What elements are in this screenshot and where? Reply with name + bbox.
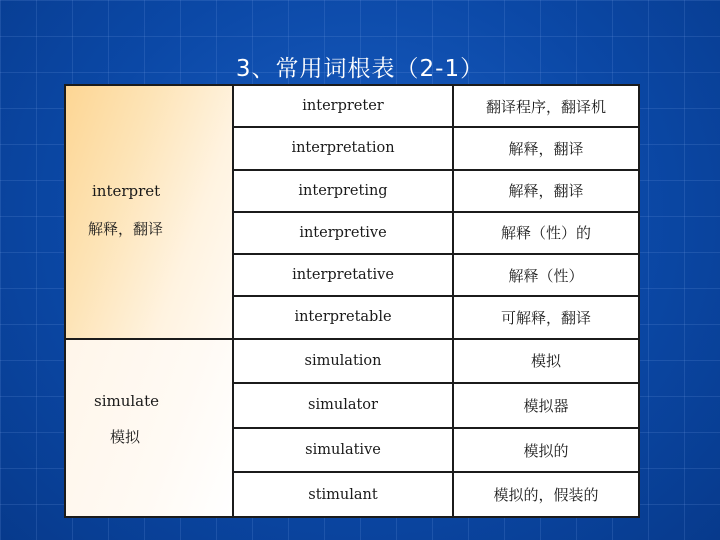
- derived-word: simulative: [233, 428, 453, 473]
- derived-word: interpreter: [233, 85, 453, 127]
- derived-meaning: 可解释，翻译: [453, 296, 639, 338]
- derived-meaning: 模拟的，假装的: [453, 472, 639, 517]
- derived-word: stimulant: [233, 472, 453, 517]
- derived-meaning: 模拟器: [453, 383, 639, 428]
- derived-meaning: 解释，翻译: [453, 127, 639, 169]
- root-meaning: 模拟: [110, 427, 141, 446]
- root-cell-simulate: [65, 339, 233, 517]
- derived-meaning: 解释（性）的: [453, 212, 639, 254]
- table-row: [65, 339, 639, 384]
- table-row: [65, 85, 639, 127]
- derived-word: interpretative: [233, 254, 453, 296]
- derived-word: interpretation: [233, 127, 453, 169]
- root-word-table-container: [64, 84, 638, 518]
- root-word: interpret: [92, 182, 161, 200]
- slide-title: 3、常用词根表（2-1）: [235, 56, 485, 82]
- root-word-table: [64, 84, 640, 518]
- derived-word: simulator: [233, 383, 453, 428]
- derived-meaning: 解释（性）: [453, 254, 639, 296]
- derived-meaning: 模拟的: [453, 428, 639, 473]
- root-word: simulate: [94, 391, 160, 410]
- root-meaning: 解释，翻译: [88, 220, 164, 238]
- derived-word: simulation: [233, 339, 453, 384]
- derived-word: interpretive: [233, 212, 453, 254]
- derived-word: interpreting: [233, 170, 453, 212]
- derived-meaning: 翻译程序，翻译机: [453, 85, 639, 127]
- derived-word: interpretable: [233, 296, 453, 338]
- derived-meaning: 解释，翻译: [453, 170, 639, 212]
- root-cell-interpret: [65, 85, 233, 339]
- derived-meaning: 模拟: [453, 339, 639, 384]
